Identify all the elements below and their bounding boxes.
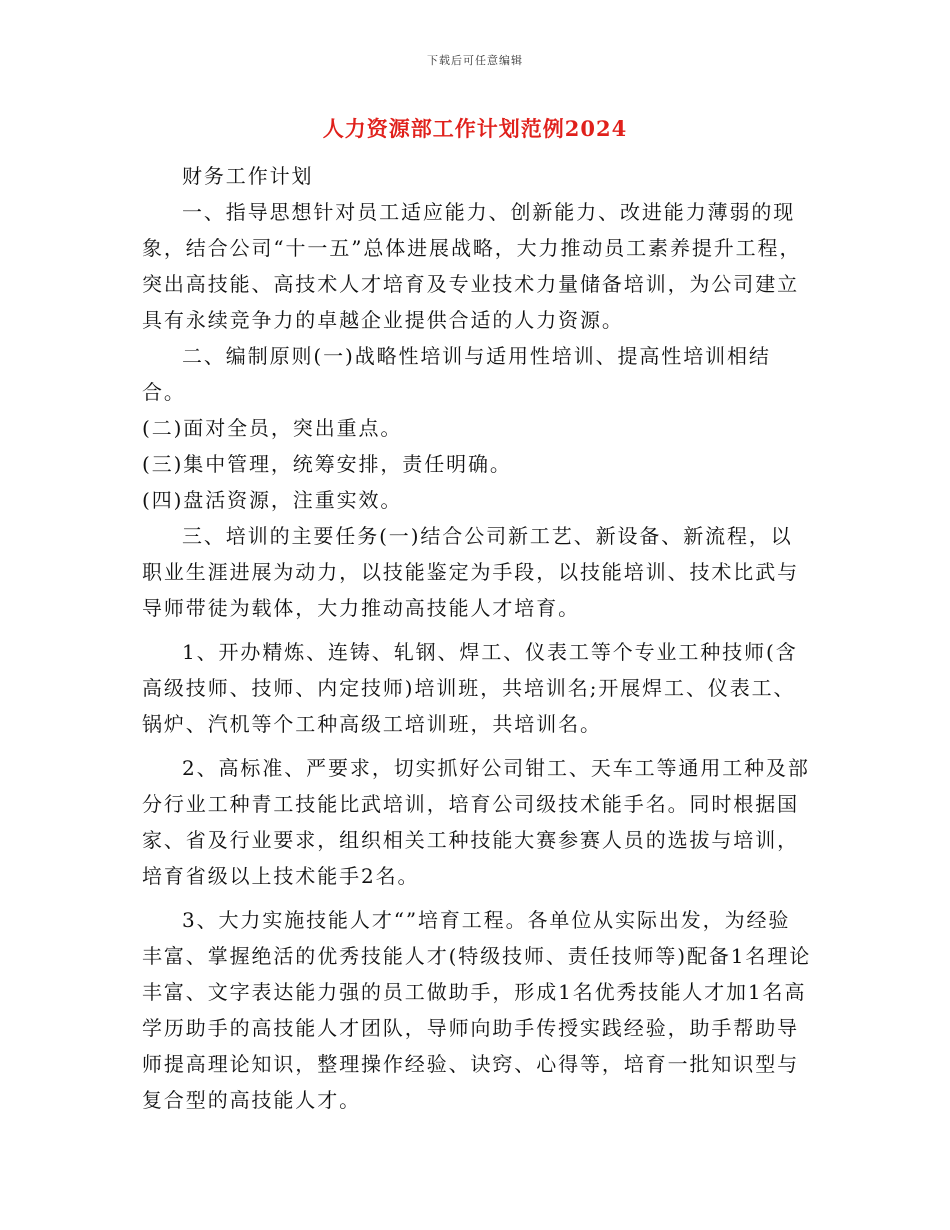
paragraph-task-1: 1、开办精炼、连铸、轧钢、焊工、仪表工等个专业工种技师(含高级技师、技师、内定技师)培训班，共培训名;开展焊工、仪表工、锅炉、汽机等个工种高级工培训班，共培训名。 [142, 640, 798, 736]
paragraph-task-3: 3、大力实施技能人才“”培育工程。各单位从实际出发，为经验丰富、掌握绝活的优秀技能人才(特级技师、责任技师等)配备1名理论丰富、文字表达能力强的员工做助手，形成1名优秀技能人才加1名高学历助手的高技能人才团队，导师向助手传授实践经验，助手帮助导师提高理论知识，整理操作经验、诀窍、心得等，培育一批知识型与复合型的高技能人才。 [142, 908, 812, 1112]
paragraph-principle-2: (二)面对全员，突出重点。 [142, 416, 403, 440]
paragraph-finance-plan: 财务工作计划 [182, 164, 314, 188]
paragraph-task-2: 2、高标准、严要求，切实抓好公司钳工、天车工等通用工种及部分行业工种青工技能比武培训，培育公司级技术能手名。同时根据国家、省及行业要求，组织相关工种技能大赛参赛人员的选拔与培训，培育省级以上技术能手2名。 [142, 756, 810, 888]
paragraph-principle-4: (四)盘活资源，注重实效。 [142, 488, 403, 512]
document-body [142, 158, 812, 1118]
header-note: 下载后可任意编辑 [427, 54, 523, 67]
paragraph-main-tasks: 三、培训的主要任务(一)结合公司新工艺、新设备、新流程，以职业生涯进展为动力，以技能鉴定为手段，以技能培训、技术比武与导师带徒为载体，大力推动高技能人才培育。 [142, 524, 799, 620]
paragraph-principles: 二、编制原则(一)战略性培训与适用性培训、提高性培训相结合。 [142, 344, 771, 404]
paragraph-guiding-thought: 一、指导思想针对员工适应能力、创新能力、改进能力薄弱的现象，结合公司“十一五”总体进展战略，大力推动员工素养提升工程，突出高技能、高技术人才培育及专业技术力量储备培训，为公司建立具有永续竞争力的卓越企业提供合适的人力资源。 [142, 200, 802, 332]
document-title: 人力资源部工作计划范例2024 [322, 116, 628, 141]
paragraph-principle-3: (三)集中管理，统筹安排，责任明确。 [142, 452, 512, 476]
